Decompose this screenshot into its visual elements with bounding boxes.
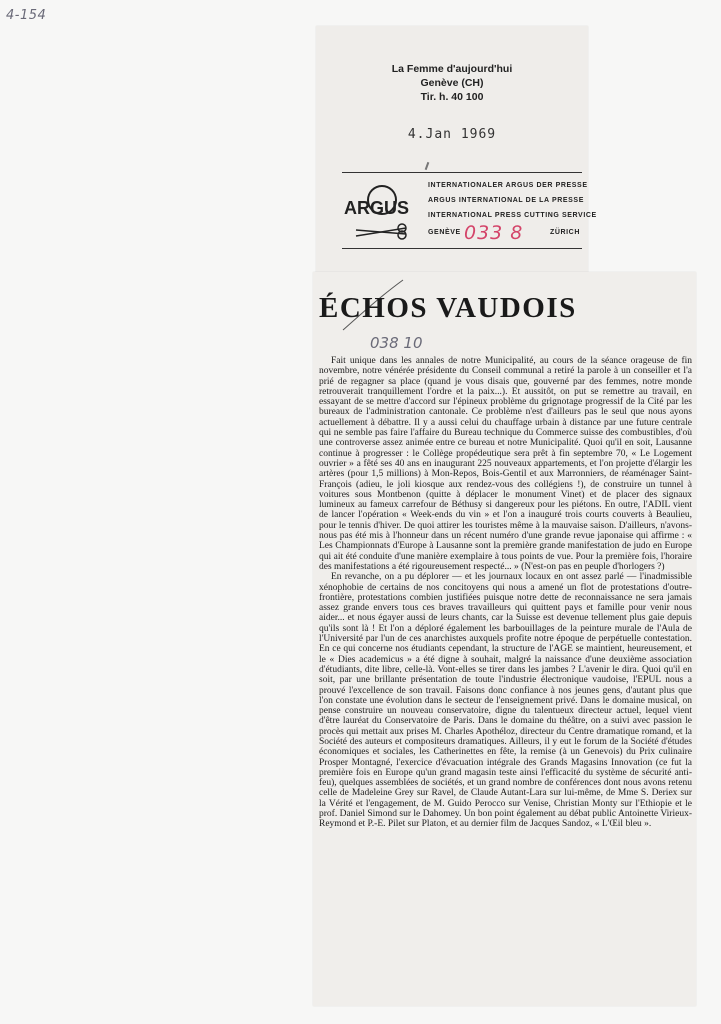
archive-reference: 4-154 (6, 8, 47, 23)
handwritten-clipping-number: 033 8 (464, 222, 524, 244)
date-stamp: 4.Jan 1969 (407, 127, 497, 142)
article-clipping (313, 272, 696, 1006)
article-paragraph: Fait unique dans les annales de notre Municipalité, au cours de la séance orageuse de fin novembre, notre vénérée présidente du Conseil communal a retiré la parole à un conseiller et l'a prié de regagner sa place (quand je vous disais que, gouverné par des femmes, notre monde retrouverait tranquillement l'ordre et la paix...). Et aussitôt, on put se remettre au travail, en essayant de se mettre d'accord sur l'épineux problème du grignotage progressif de la Cité par les bureaux de l'administration cantonale. Ce problème n'est d'ailleurs pas le seul que nous ayons actuellement à débattre. Il y a aussi celui du chauffage urbain à distance par une future centrale qui ne semble pas faire l'affaire du Bureau technique du Commerce suisse des combustibles, d'où une controverse assez animée entre ce bureau et notre Municipalité. Quoi qu'il en soit, Lausanne continue à progresser : le Collège propédeutique sera prêt à fin septembre 70, « Le Logement ouvrier » a fêté ses 40 ans en inaugurant 225 nouveaux appartements, et l'on projette d'élargir les artères (pour 1,5 millions) à Mon-Repos, Bois-Gentil et aux Marronniers, de réaménager Saint-François (adieu, le joli kiosque aux rendez-vous des collégiens !), de construire un tunnel à voitures sous Montbenon (quitte à déplacer le monument Vinet) et de placer des signaux lumineux au fameux carrefour de Béthusy si dangereux pour les piétons. En outre, l'ADIL vient de lancer l'opération « Week-ends du vin » et l'on a inauguré trois courts couverts à Beaulieu, pour le tennis d'hiver. De quoi attirer les touristes même à la mauvaise saison. D'ailleurs, n'avons-nous pas été mis à l'honneur dans un récent numéro d'une grande revue japonaise qui affirme : « Les Championnats d'Europe à Lausanne sont la première grande manifestation de judo en Europe qui ait été conduite d'une manière exemplaire à tous points de vue. Pour la première fois, l'horaire des manifestations a été rigoureusement respecté... » (N'est-on pas en peuple d'horlogers ?) (319, 356, 692, 572)
article-paragraph: En revanche, on a pu déplorer — et les journaux locaux en ont assez parlé — l'inadmissible xénophobie de certains de nos concitoyens qui nous a amené un flot de protestations d'outre-frontière, protestations combien justifiées puisque notre dette de reconnaissance ne sera jamais assez grande envers tous ces braves travailleurs qui quittent pays et famille pour venir nous aider... et nous égayer aussi de leurs chants, car la Suisse est devenue tellement plus gaie depuis qu'ils sont là ! Et l'on a déploré également les barbouillages de la peinture murale de l'Aula de l'Université par l'un de ces anarchistes auxquels profite notre époque de perpétuelle contestation. En ce qui concerne nos étudiants cependant, la structure de l'AGE se maintient, heureusement, et le « Dies academicus » a été digne à souhait, malgré la naissance d'une deuxième association d'étudiants, dite libre, celle-là. Vont-elles se tirer dans les jambes ? L'avenir le dira. Quoi qu'il en soit, par une brillante présentation de toute l'industrie électronique vaudoise, l'EPUL nous a prouvé l'excellence de son travail. Faisons donc confiance à nos jeunes gens, d'autant plus que l'on constate une évolution dans le secteur de l'enseignement privé. Dans le domaine musical, on pense construire un nouveau conservatoire, digne du talentueux directeur actuel, lequel vient d'être lauréat du Conservatoire de Paris. Dans le domaine du théâtre, on a suivi avec passion le procès qui mettait aux prises M. Charles Apothéloz, directeur du Centre dramatique romand, et la Société des auteurs et compositeurs dramatiques. Ailleurs, il y eut le forum de la Société d'études économiques et sociales, les Catherinettes en fête, la remise (à un Genevois) du Prix culinaire Prosper Montagné, l'exercice d'évacuation intégrale des Grands Magasins Innovation (ce fut la première fois en Europe qu'un grand magasin teste ainsi l'efficacité du système de sécurité anti-feu), quelques assemblées de sociétés, et un grand nombre de conférences dont nous avons retenu celle de Madeleine Grey sur Ravel, de Claude Autant-Lara sur lui-même, de Mme S. Deriex sur la Vérité et l'engagement, de M. Guido Perocco sur Venise, Christian Monty sur l'Ethiopie et le prof. Daniel Simond sur le Dahomey. Un bon point également au débat public Antoinette Virieux-Reymond et P.-E. Pilet sur Platon, et au dernier film de Jacques Sandoz, « L'Œil bleu ». (319, 572, 692, 830)
handwritten-article-reference: 038 10 (370, 334, 423, 352)
pencil-mark (425, 162, 430, 170)
agency-line-french: ARGUS INTERNATIONAL DE LA PRESSE (428, 197, 584, 204)
agency-city-right: ZÜRICH (549, 229, 580, 236)
argus-logo-icon (342, 178, 412, 244)
article-headline: ÉCHOS VAUDOIS (319, 292, 577, 324)
agency-city-left: GENÈVE (428, 229, 461, 236)
divider (342, 172, 582, 173)
agency-line-german: INTERNATIONALER ARGUS DER PRESSE (428, 182, 588, 189)
circulation: Tir. h. 40 100 (420, 91, 484, 103)
source-city: Genève (CH) (420, 77, 484, 89)
article-body (319, 356, 692, 830)
argus-logo-text: ARGUS (344, 198, 410, 218)
press-clipping-label (316, 26, 597, 288)
divider (342, 248, 582, 249)
agency-line-english: INTERNATIONAL PRESS CUTTING SERVICE (428, 212, 597, 219)
source-name: La Femme d'aujourd'hui (391, 63, 513, 75)
